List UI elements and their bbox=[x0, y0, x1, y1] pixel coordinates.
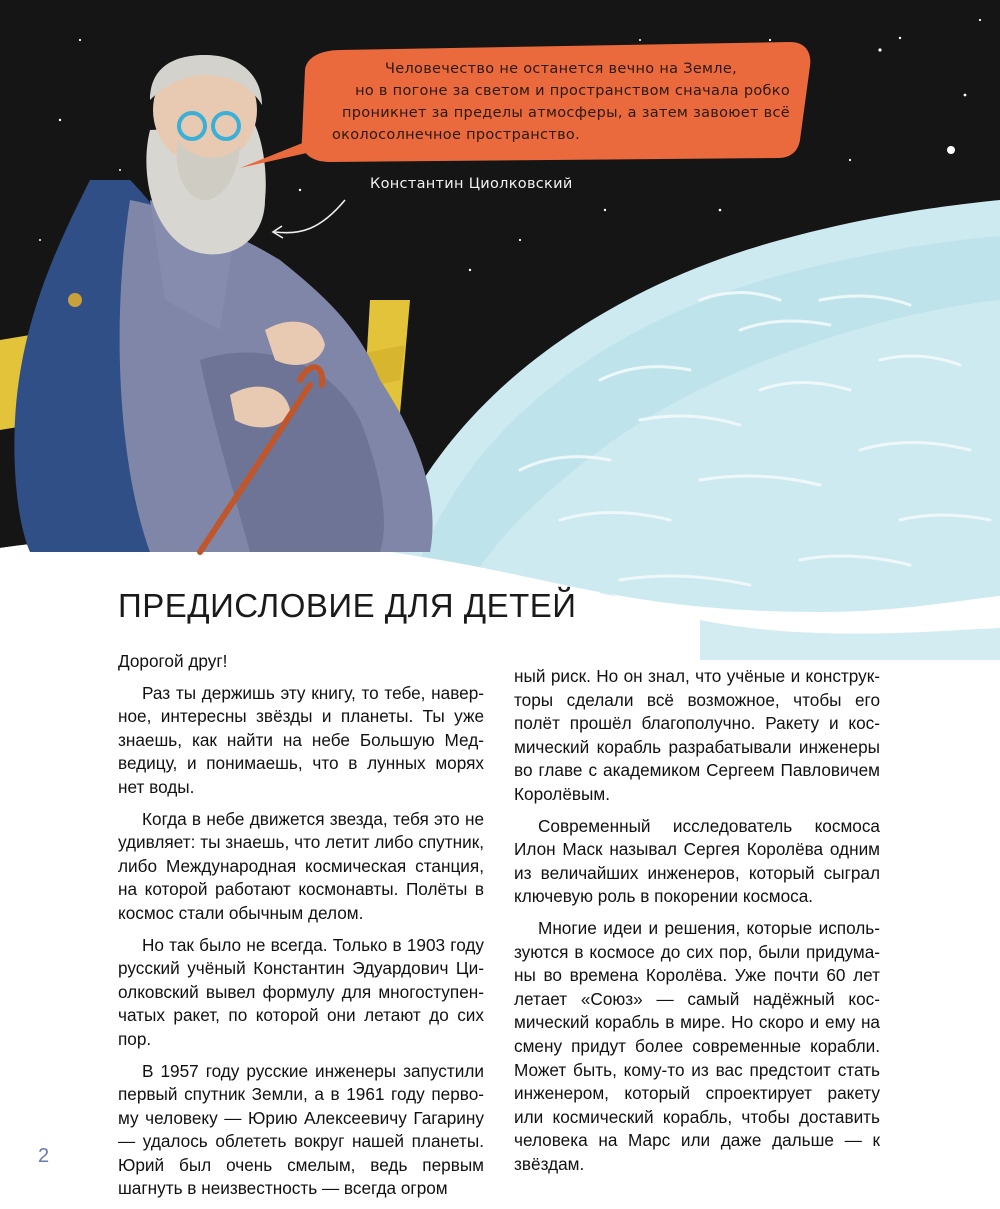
quote-author-caption: Константин Циолковский bbox=[370, 176, 573, 192]
quote-line: околосолнечное пространство. bbox=[332, 127, 580, 143]
paragraph: Многие идеи и решения, которые используются в космосе до сих пор, были придуманы во времена Королёва. Уже почти 60 лет летает «Союз» — самый надёжный космический корабль в мире. Но скоро и ему на смену придут более современные корабли. Может быть, кому-то из вас предстоит стать инженером, который спроектирует ракету или космический корабль, чтобы доставить человека на Марс или даже дальше — к звёздам. bbox=[514, 917, 880, 1174]
paragraph: В 1957 году русские инженеры запустили первый спутник Земли, а в 1961 году первому человеку — Юрию Алексеевичу Гагарину — удалось облететь вокруг нашей планеты. Юрий был очень смелым, ведь первым шагнуть в неизвестность — всегда огром bbox=[118, 1060, 484, 1199]
paragraph: ный риск. Но он знал, что учёные и конструкторы сделали всё возможное, чтобы его полёт прошёл благополучно. Ракету и космический корабль разрабатывали инженеры во главе с академиком Сергеем Павловичем Королёвым. bbox=[514, 666, 880, 804]
page-title: ПРЕДИСЛОВИЕ ДЛЯ ДЕТЕЙ bbox=[118, 587, 577, 624]
paragraph: Когда в небе движется звезда, тебя это не удивляет: ты знаешь, что летит либо спутник, либо Международная космическая станция, на которой работают космонавты. Полёты в космос стали обычным делом. bbox=[118, 808, 484, 923]
paragraph: Но так было не всегда. Только в 1903 году русский учёный Константин Эдуардович Циолковский вывел формулу для многоступенчатых ракет, по которой они летают до сих пор. bbox=[118, 934, 484, 1049]
text-column-right bbox=[514, 665, 880, 1184]
paragraph: Современный исследователь космоса Илон Маск называл Сергея Королёва одним из величайших инженеров, который сыграл ключевую роль в покорении космоса. bbox=[514, 815, 880, 907]
page-number: 2 bbox=[38, 1145, 50, 1167]
paragraph: Дорогой друг! bbox=[118, 651, 228, 671]
paragraph: Раз ты держишь эту книгу, то тебе, наверное, интересны звёзды и планеты. Ты уже знаешь, как найти на небе Большую Медведицу, и понимаешь, что в лунных морях нет воды. bbox=[118, 682, 484, 797]
quote-line: но в погоне за светом и пространством сначала робко bbox=[355, 83, 790, 99]
quote-text bbox=[310, 58, 790, 146]
quote-line: проникнет за пределы атмосферы, а затем завоюет всё bbox=[342, 105, 790, 121]
quote-line: Человечество не останется вечно на Земле, bbox=[385, 61, 737, 77]
text-column-left bbox=[118, 650, 484, 1209]
